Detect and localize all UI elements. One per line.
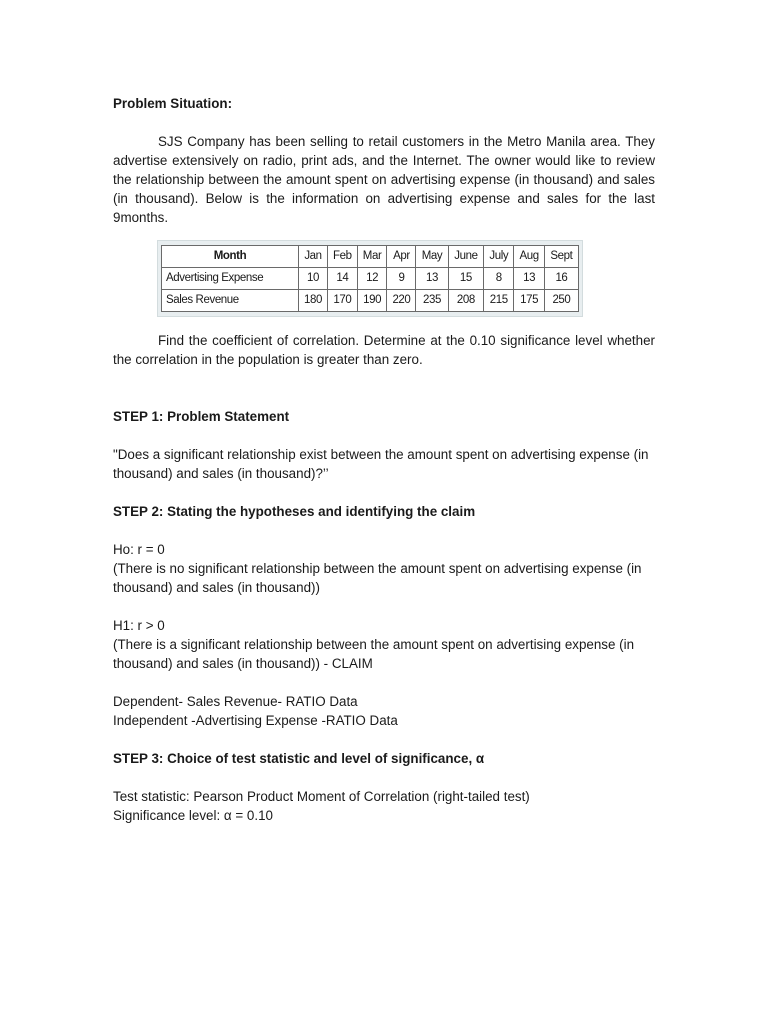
step1-text: "Does a significant relationship exist between the amount spent on advertising expense (in thousand) and sales (in thousand)?’’ — [113, 447, 649, 481]
table-cell: 215 — [484, 290, 514, 312]
step1-heading: STEP 1: Problem Statement — [113, 409, 290, 424]
table-cell: 10 — [299, 268, 328, 290]
table-cell: 170 — [327, 290, 357, 312]
table-cell: 235 — [416, 290, 448, 312]
table-row-label: Advertising Expense — [162, 268, 299, 290]
alt-hypothesis-text: (There is a significant relationship between the amount spent on advertising expense (in thousand) and sales (in thousand)) - CLAIM — [113, 637, 635, 671]
table-cell: 8 — [484, 268, 514, 290]
table-header-month: Month — [162, 246, 299, 268]
table-cell: 13 — [514, 268, 545, 290]
table-header-cell: May — [416, 246, 448, 268]
alt-hypothesis: H1: r > 0 — [113, 618, 165, 633]
table-header-cell: Sept — [544, 246, 578, 268]
table-cell: 16 — [544, 268, 578, 290]
table-header-row — [162, 246, 579, 268]
test-statistic: Test statistic: Pearson Product Moment of Correlation (right-tailed test) — [113, 789, 530, 804]
data-table-image — [157, 240, 583, 317]
problem-heading: Problem Situation: — [113, 96, 233, 111]
table-cell: 13 — [416, 268, 448, 290]
step3-heading: STEP 3: Choice of test statistic and level of significance, α — [113, 751, 485, 766]
table-cell: 9 — [387, 268, 416, 290]
table-header-cell: Mar — [357, 246, 387, 268]
table-cell: 12 — [357, 268, 387, 290]
problem-intro: SJS Company has been selling to retail customers in the Metro Manila area. They advertise extensively on radio, print ads, and the Internet. The owner would like to review the relationship between the amount spent on advertising expense (in thousand) and sales (in thousand). Below is the information on advertising expense and sales for the last 9months. — [113, 134, 655, 225]
null-hypothesis: Ho: r = 0 — [113, 542, 165, 557]
data-table — [161, 245, 579, 312]
table-cell: 250 — [544, 290, 578, 312]
table-header-cell: Apr — [387, 246, 416, 268]
table-cell: 15 — [448, 268, 484, 290]
table-header-cell: July — [484, 246, 514, 268]
step2-heading: STEP 2: Stating the hypotheses and identifying the claim — [113, 504, 476, 519]
table-cell: 14 — [327, 268, 357, 290]
independent-variable: Independent -Advertising Expense -RATIO Data — [113, 713, 398, 728]
table-cell: 208 — [448, 290, 484, 312]
table-cell: 175 — [514, 290, 545, 312]
table-cell: 190 — [357, 290, 387, 312]
table-row-label: Sales Revenue — [162, 290, 299, 312]
null-hypothesis-text: (There is no significant relationship between the amount spent on advertising expense (in thousand) and sales (in thousand)) — [113, 561, 642, 595]
table-header-cell: Aug — [514, 246, 545, 268]
dependent-variable: Dependent- Sales Revenue- RATIO Data — [113, 694, 358, 709]
table-row-advertising — [162, 268, 579, 290]
table-row-sales — [162, 290, 579, 312]
table-header-cell: Jan — [299, 246, 328, 268]
table-cell: 180 — [299, 290, 328, 312]
document-page — [113, 94, 655, 825]
problem-task: Find the coefficient of correlation. Determine at the 0.10 significance level whether the correlation in the population is greater than zero. — [113, 333, 655, 367]
significance-level: Significance level: α = 0.10 — [113, 808, 273, 823]
table-header-cell: Feb — [327, 246, 357, 268]
table-header-cell: June — [448, 246, 484, 268]
table-cell: 220 — [387, 290, 416, 312]
